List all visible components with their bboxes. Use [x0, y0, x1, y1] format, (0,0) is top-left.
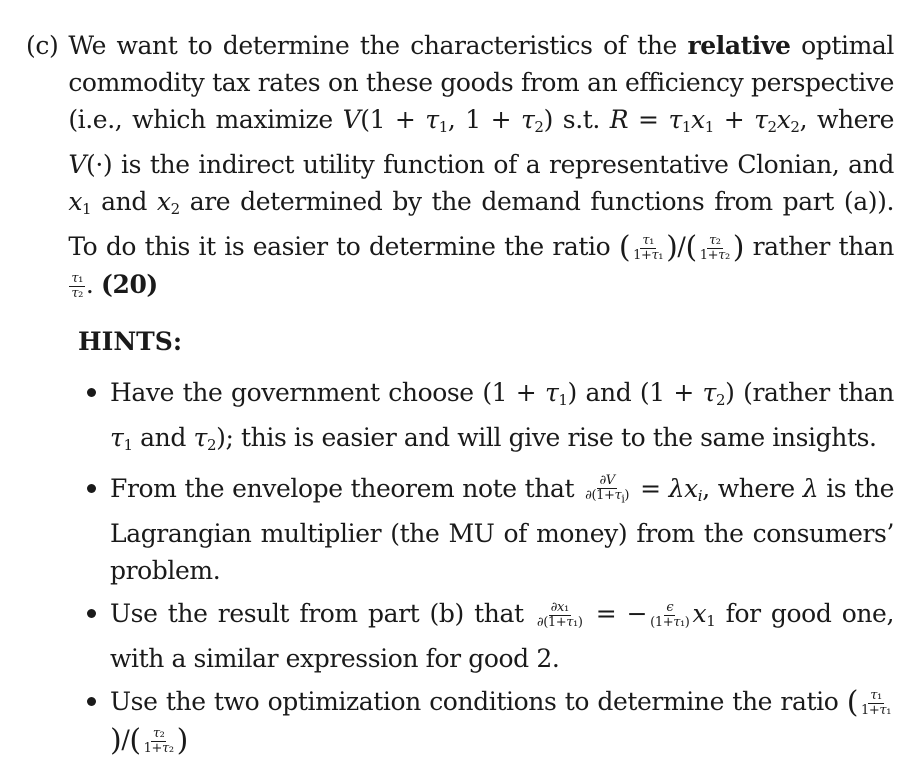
part-c-paragraph: [26, 27, 894, 303]
text-segment: and: [132, 423, 194, 452]
text-segment: and: [576, 378, 640, 407]
part-label: (c): [26, 31, 59, 60]
math-lambda: λ: [802, 474, 819, 503]
hints-list: [26, 374, 894, 759]
text-segment: where: [709, 474, 803, 503]
hint-item: Have the government choose $(1 + \tau_1)$ and $(1 + \tau_2)$ (rather than $\tau_1$ and $\tau_2$); this is easier and will give rise to the same insights.: [110, 374, 894, 464]
text-segment: is the indirect utility function of a representative Clonian, and: [112, 150, 894, 179]
text-segment: Have the government choose: [110, 378, 483, 407]
text-segment: Use the result from part (b) that: [110, 599, 534, 628]
math-ratio-expression: ( $\frac{\text{τ₁}}{\text{1+τ₁}}$ )/( $\frac{\text{τ₂}}{\text{1+τ₂}}$ ): [110, 685, 891, 758]
math-ratio-expression: ( $\frac{\text{τ₁}}{\text{1+τ₁}}$ )/( $\frac{\text{τ₂}}{\text{1+τ₂}}$ ): [618, 230, 745, 265]
hint-item: [110, 683, 894, 759]
text-segment: rather than: [744, 232, 894, 261]
text-segment: for good one, with a similar expression for good 2.: [110, 599, 894, 673]
math-demand-derivative: $\frac{\text{∂x₁}}{\text{∂(1+τ₁)}}$: [536, 600, 583, 630]
hints-heading: HINTS:: [78, 327, 183, 356]
text-segment: is the Lagrangian multiplier (the MU of money) from the consumers’ problem.: [110, 474, 894, 585]
text-segment: optimal commodity tax rates on these goods from an efficiency perspective (i.e., which maximize: [68, 31, 895, 134]
hint-item: From the envelope theorem note that $\frac{\partial V}{\partial(1+\tau_i)}$ = $\lambda x_i$, where λ is the Lagrangian multiplier (the MU of money) from the consumers’ problem.: [110, 470, 894, 589]
hint-item: Use the result from part (b) that $\frac{\text{∂x₁}}{\text{∂(1+τ₁)}}$ = − $\frac{\epsilon}{\text{(1+τ₁)}}$ $x_1$ for good one, with a similar expression for good 2.: [110, 595, 894, 677]
text-segment: Use the two optimization conditions to determine the ratio: [110, 687, 847, 716]
text-segment: and: [91, 187, 157, 216]
text-segment: ); this is easier and will give rise to the same insights.: [216, 423, 877, 452]
emphasis-relative: relative: [687, 31, 791, 60]
math-indirect-utility: V: [68, 150, 86, 179]
math-tau-ratio: $\frac{\text{τ₁}}{\text{τ₂}}$: [71, 271, 83, 301]
text-segment: (rather than: [734, 378, 894, 407]
math-envelope-derivative: $\frac{\partial V}{\partial(1+\tau_i)}$: [585, 473, 630, 506]
math-x1: x: [68, 187, 83, 216]
part-c-text: We want to determine the characteristics of the relative optimal commodity tax rates on these goods from an efficiency perspective (i.e., which maximize $V(1 + \tau_1$, $1 + \tau_2$) s.t. $R = \tau_1x_1 + \tau_2x_2$, where V(·) is the indirect utility function of a representative Clonian, and $x_1$ and $x_2$ are determined by the demand functions from part (a)). To do this it is easier to determine the ratio ( $\frac{\text{τ₁}}{\text{1+τ₁}}$ )/( $\frac{\text{τ₂}}{\text{1+τ₂}}$ ) rather than $\frac{\text{τ₁}}{\text{τ₂}}$ . (20): [68, 31, 895, 301]
math-v-expression: V: [342, 105, 361, 134]
text-segment: We want to determine the characteristics of the: [68, 31, 688, 60]
text-segment: are determined by the demand functions from part (a)). To do this it is easier to determine the ratio: [68, 187, 894, 261]
math-x2: x: [156, 187, 171, 216]
points-value: (20): [101, 270, 158, 299]
text-segment: From the envelope theorem note that: [110, 474, 583, 503]
text-segment: s.t.: [552, 105, 610, 134]
math-elasticity-fraction: $\frac{\epsilon}{\text{(1+τ₁)}}$: [650, 600, 690, 630]
text-segment: , where: [799, 105, 894, 134]
math-revenue-constraint: R: [609, 105, 629, 134]
text-segment: .: [85, 270, 102, 299]
